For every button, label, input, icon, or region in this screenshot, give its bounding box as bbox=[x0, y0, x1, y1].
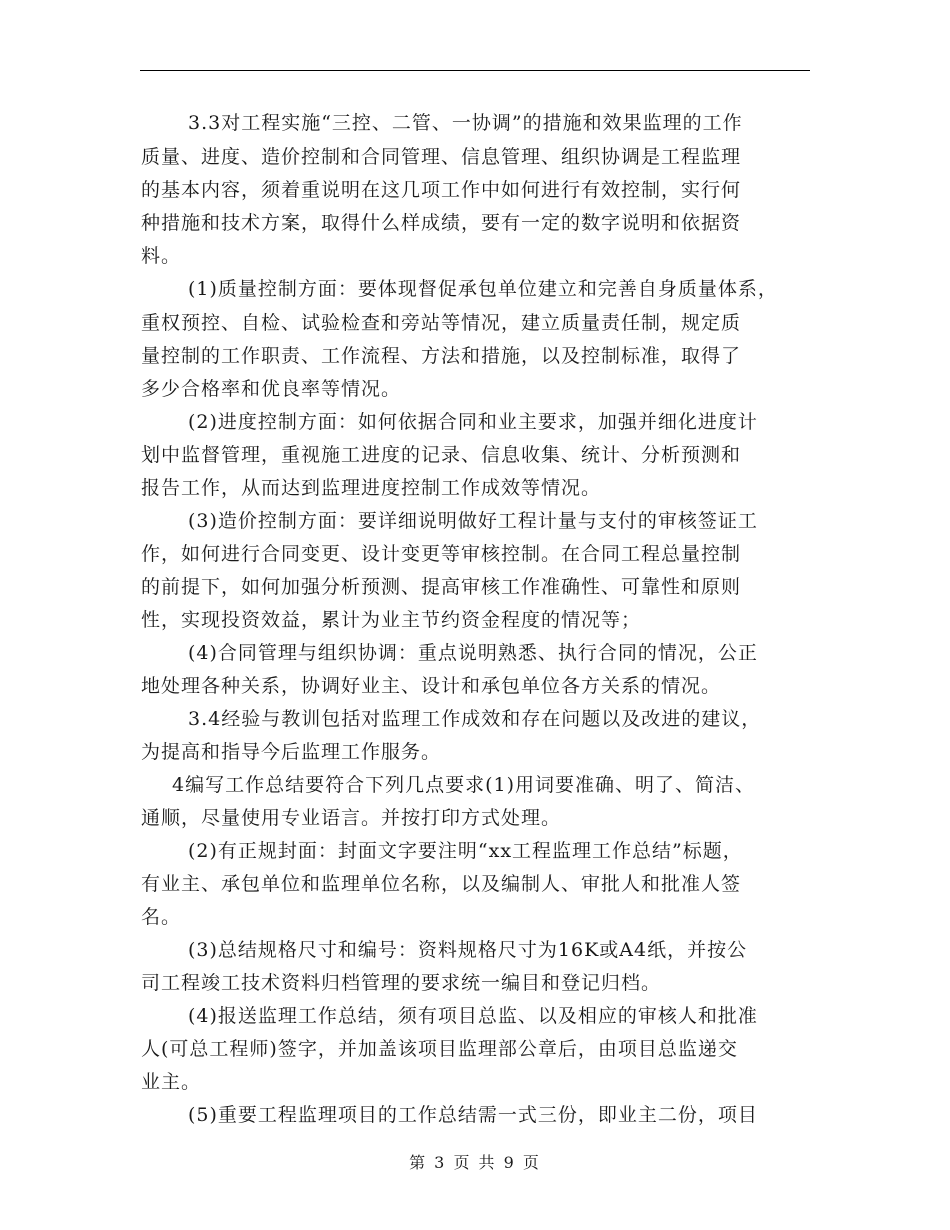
paragraph-line: 4编写工作总结要符合下列几点要求(1)用词要准确、明了、简洁、 bbox=[172, 774, 756, 796]
paragraph-line: (2)有正规封面：封面文字要注明“xx工程监理工作总结”标题， bbox=[188, 840, 743, 862]
paragraph-line: 料。 bbox=[141, 245, 182, 267]
paragraph-line: 作，如何进行合同变更、设计变更等审核控制。在合同工程总量控制 bbox=[141, 543, 742, 565]
paragraph-line: 地处理各种关系，协调好业主、设计和承包单位各方关系的情况。 bbox=[141, 675, 722, 697]
paragraph-line: 重权预控、自检、试验检查和旁站等情况，建立质量责任制，规定质 bbox=[141, 312, 742, 334]
page-number: 第 3 页 共 9 页 bbox=[409, 1153, 541, 1172]
paragraph-line: 的前提下，如何加强分析预测、提高审核工作准确性、可靠性和原则 bbox=[141, 576, 742, 598]
paragraph-line: 人(可总工程师)签字，并加盖该项目监理部公章后，由项目总监递交 bbox=[141, 1038, 738, 1060]
paragraph-line: 3.3对工程实施“三控、二管、一协调”的措施和效果监理的工作 bbox=[188, 112, 743, 134]
paragraph-line: 业主。 bbox=[141, 1071, 202, 1093]
paragraph-line: (3)造价控制方面：要详细说明做好工程计量与支付的审核签证工 bbox=[188, 510, 758, 532]
paragraph-line: 的基本内容，须着重说明在这几项工作中如何进行有效控制，实行何 bbox=[141, 179, 742, 201]
paragraph-line: 司工程竣工技术资料归档管理的要求统一编目和登记归档。 bbox=[141, 972, 662, 994]
paragraph-line: 名。 bbox=[141, 906, 182, 928]
paragraph-line: 量控制的工作职责、工作流程、方法和措施，以及控制标准，取得了 bbox=[141, 345, 742, 367]
paragraph-line: (5)重要工程监理项目的工作总结需一式三份，即业主二份，项目 bbox=[188, 1104, 758, 1126]
paragraph-line: 多少合格率和优良率等情况。 bbox=[141, 378, 402, 400]
paragraph-line: (3)总结规格尺寸和编号：资料规格尺寸为16K或A4纸，并按公 bbox=[188, 939, 748, 961]
paragraph-line: 3.4经验与教训包括对监理工作成效和存在问题以及改进的建议， bbox=[188, 708, 762, 730]
paragraph-line: 种措施和技术方案，取得什么样成绩，要有一定的数字说明和依据资 bbox=[141, 212, 742, 234]
paragraph-line: 质量、进度、造价控制和合同管理、信息管理、组织协调是工程监理 bbox=[141, 146, 742, 168]
paragraph-line: (4)报送监理工作总结，须有项目总监、以及相应的审核人和批准 bbox=[188, 1005, 758, 1027]
paragraph-line: (1)质量控制方面：要体现督促承包单位建立和完善自身质量体系， bbox=[188, 278, 778, 300]
paragraph-line: (2)进度控制方面：如何依据合同和业主要求，加强并细化进度计 bbox=[188, 411, 758, 433]
paragraph-line: 为提高和指导今后监理工作服务。 bbox=[141, 741, 442, 763]
paragraph-line: 报告工作，从而达到监理进度控制工作成效等情况。 bbox=[141, 477, 602, 499]
paragraph-line: 划中监督管理，重视施工进度的记录、信息收集、统计、分析预测和 bbox=[141, 444, 742, 466]
paragraph-line: 性，实现投资效益，累计为业主节约资金程度的情况等； bbox=[141, 609, 642, 631]
paragraph-line: (4)合同管理与组织协调：重点说明熟悉、执行合同的情况，公正 bbox=[188, 642, 758, 664]
paragraph-line: 有业主、承包单位和监理单位名称，以及编制人、审批人和批准人签 bbox=[141, 873, 742, 895]
paragraph-line: 通顺，尽量使用专业语言。并按打印方式处理。 bbox=[141, 807, 562, 829]
